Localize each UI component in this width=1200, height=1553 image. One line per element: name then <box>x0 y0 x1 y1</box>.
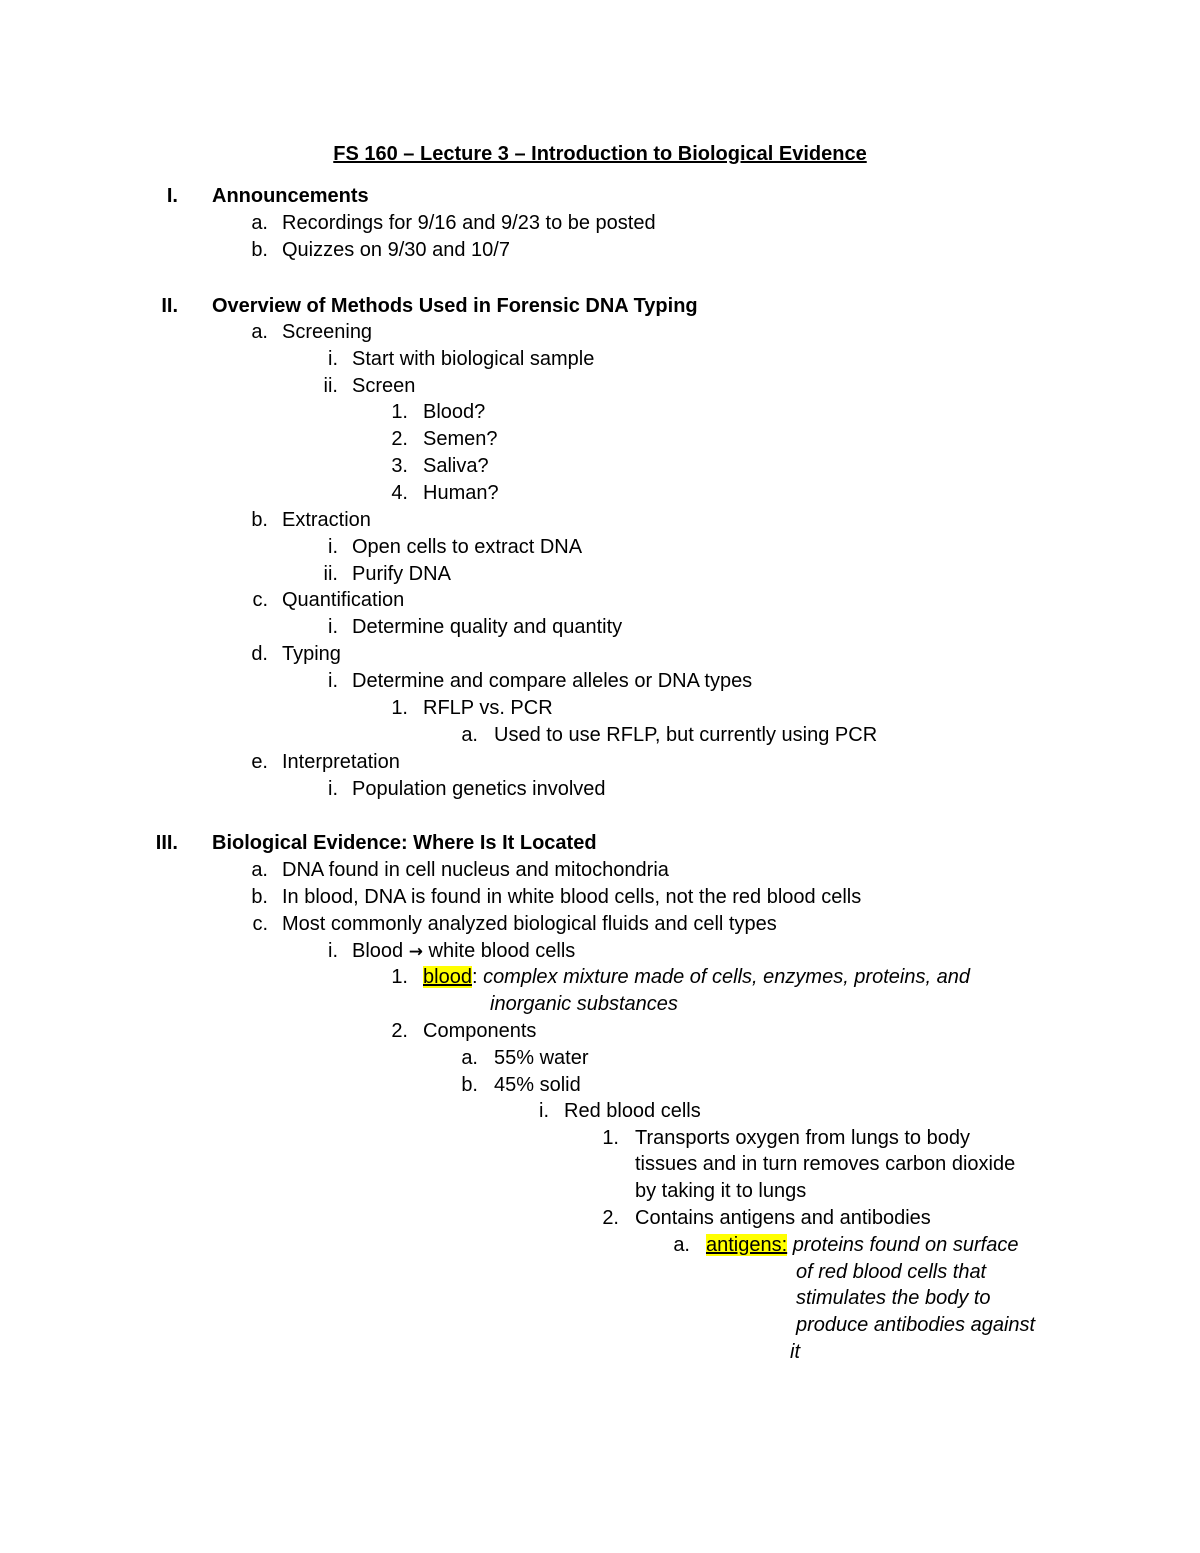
list-text: Purify DNA <box>352 563 451 585</box>
definition-text: proteins found on surface <box>792 1234 1019 1256</box>
list-marker: 1. <box>391 697 408 719</box>
definition-text: stimulates the body to <box>796 1287 991 1309</box>
list-text: Open cells to extract DNA <box>352 536 583 558</box>
list-marker: ii. <box>323 563 338 585</box>
list-text: Contains antigens and antibodies <box>635 1207 931 1229</box>
list-marker: c. <box>252 913 268 935</box>
highlighted-term: blood <box>423 966 472 988</box>
section-2-heading: Overview of Methods Used in Forensic DNA Typing <box>212 295 698 317</box>
highlighted-term: antigens: <box>706 1234 788 1256</box>
list-marker: b. <box>251 509 268 531</box>
list-marker: i. <box>328 536 338 558</box>
white-blood-cells-text: white blood cells <box>428 940 576 962</box>
list-marker: a. <box>461 1047 478 1069</box>
list-text: Determine and compare alleles or DNA types <box>352 670 753 692</box>
list-text: Screen <box>352 375 416 397</box>
list-text: Extraction <box>282 509 371 531</box>
list-marker: b. <box>251 886 268 908</box>
blood-text: Blood <box>352 940 404 962</box>
list-text: Saliva? <box>423 455 489 477</box>
list-text: Used to use RFLP, but currently using PCR <box>494 724 878 746</box>
section-3-marker: III. <box>155 832 178 854</box>
list-marker: i. <box>328 348 338 370</box>
list-text: 55% water <box>494 1047 589 1069</box>
arrow-right-icon: → <box>408 942 423 962</box>
list-marker: b. <box>251 239 268 261</box>
list-marker: 2. <box>602 1207 619 1229</box>
definition-text: inorganic substances <box>490 993 678 1015</box>
list-marker: e. <box>251 751 268 773</box>
list-text: by taking it to lungs <box>635 1180 807 1202</box>
list-text: Quizzes on 9/30 and 10/7 <box>282 239 510 261</box>
list-marker: a. <box>673 1234 690 1256</box>
list-text: Red blood cells <box>564 1100 701 1122</box>
list-text: Recordings for 9/16 and 9/23 to be posted <box>282 212 656 234</box>
list-marker: i. <box>328 940 338 962</box>
document-title: FS 160 – Lecture 3 – Introduction to Biological Evidence <box>333 143 867 165</box>
list-marker: i. <box>539 1100 549 1122</box>
list-text: DNA found in cell nucleus and mitochondria <box>282 859 669 881</box>
list-text: Determine quality and quantity <box>352 616 623 638</box>
list-text: RFLP vs. PCR <box>423 697 553 719</box>
definition-text: of red blood cells that <box>796 1261 987 1283</box>
list-marker: 4. <box>391 482 408 504</box>
definition-line <box>423 964 970 990</box>
list-marker: i. <box>328 778 338 800</box>
list-text: Semen? <box>423 428 498 450</box>
list-text: Interpretation <box>282 751 400 773</box>
list-marker: 2. <box>391 1020 408 1042</box>
definition-text: it <box>790 1341 800 1363</box>
section-1-marker: I. <box>166 185 178 207</box>
list-marker: 2. <box>391 428 408 450</box>
list-text: Human? <box>423 482 499 504</box>
list-marker: b. <box>461 1074 478 1096</box>
definition-text: complex mixture made of cells, enzymes, proteins, and <box>483 966 970 988</box>
list-marker: a. <box>251 212 268 234</box>
definition-text: produce antibodies against <box>796 1314 1036 1336</box>
list-text: Transports oxygen from lungs to body <box>635 1127 970 1149</box>
list-text: Most commonly analyzed biological fluids and cell types <box>282 913 777 935</box>
term-colon: : <box>471 966 478 988</box>
list-text: 45% solid <box>494 1074 581 1096</box>
list-marker: a. <box>251 321 268 343</box>
list-marker: i. <box>328 670 338 692</box>
list-marker: 1. <box>391 401 408 423</box>
list-text: In blood, DNA is found in white blood cells, not the red blood cells <box>282 886 862 908</box>
section-1-heading: Announcements <box>212 185 369 207</box>
list-marker: c. <box>252 589 268 611</box>
list-marker: 1. <box>602 1127 619 1149</box>
list-text: tissues and in turn removes carbon dioxide <box>635 1153 1016 1175</box>
list-text <box>352 938 575 965</box>
list-marker: i. <box>328 616 338 638</box>
list-text: Screening <box>282 321 373 343</box>
list-text: Start with biological sample <box>352 348 595 370</box>
list-marker: 1. <box>391 966 408 988</box>
list-text: Quantification <box>282 589 405 611</box>
definition-line <box>706 1232 1018 1258</box>
list-marker: a. <box>251 859 268 881</box>
list-marker: ii. <box>323 375 338 397</box>
list-marker: a. <box>461 724 478 746</box>
section-3-heading: Biological Evidence: Where Is It Located <box>212 832 597 854</box>
list-marker: 3. <box>391 455 408 477</box>
list-marker: d. <box>251 643 268 665</box>
list-text: Components <box>423 1020 537 1042</box>
list-text: Typing <box>282 643 341 665</box>
list-text: Population genetics involved <box>352 778 606 800</box>
list-text: Blood? <box>423 401 486 423</box>
section-2-marker: II. <box>161 295 178 317</box>
